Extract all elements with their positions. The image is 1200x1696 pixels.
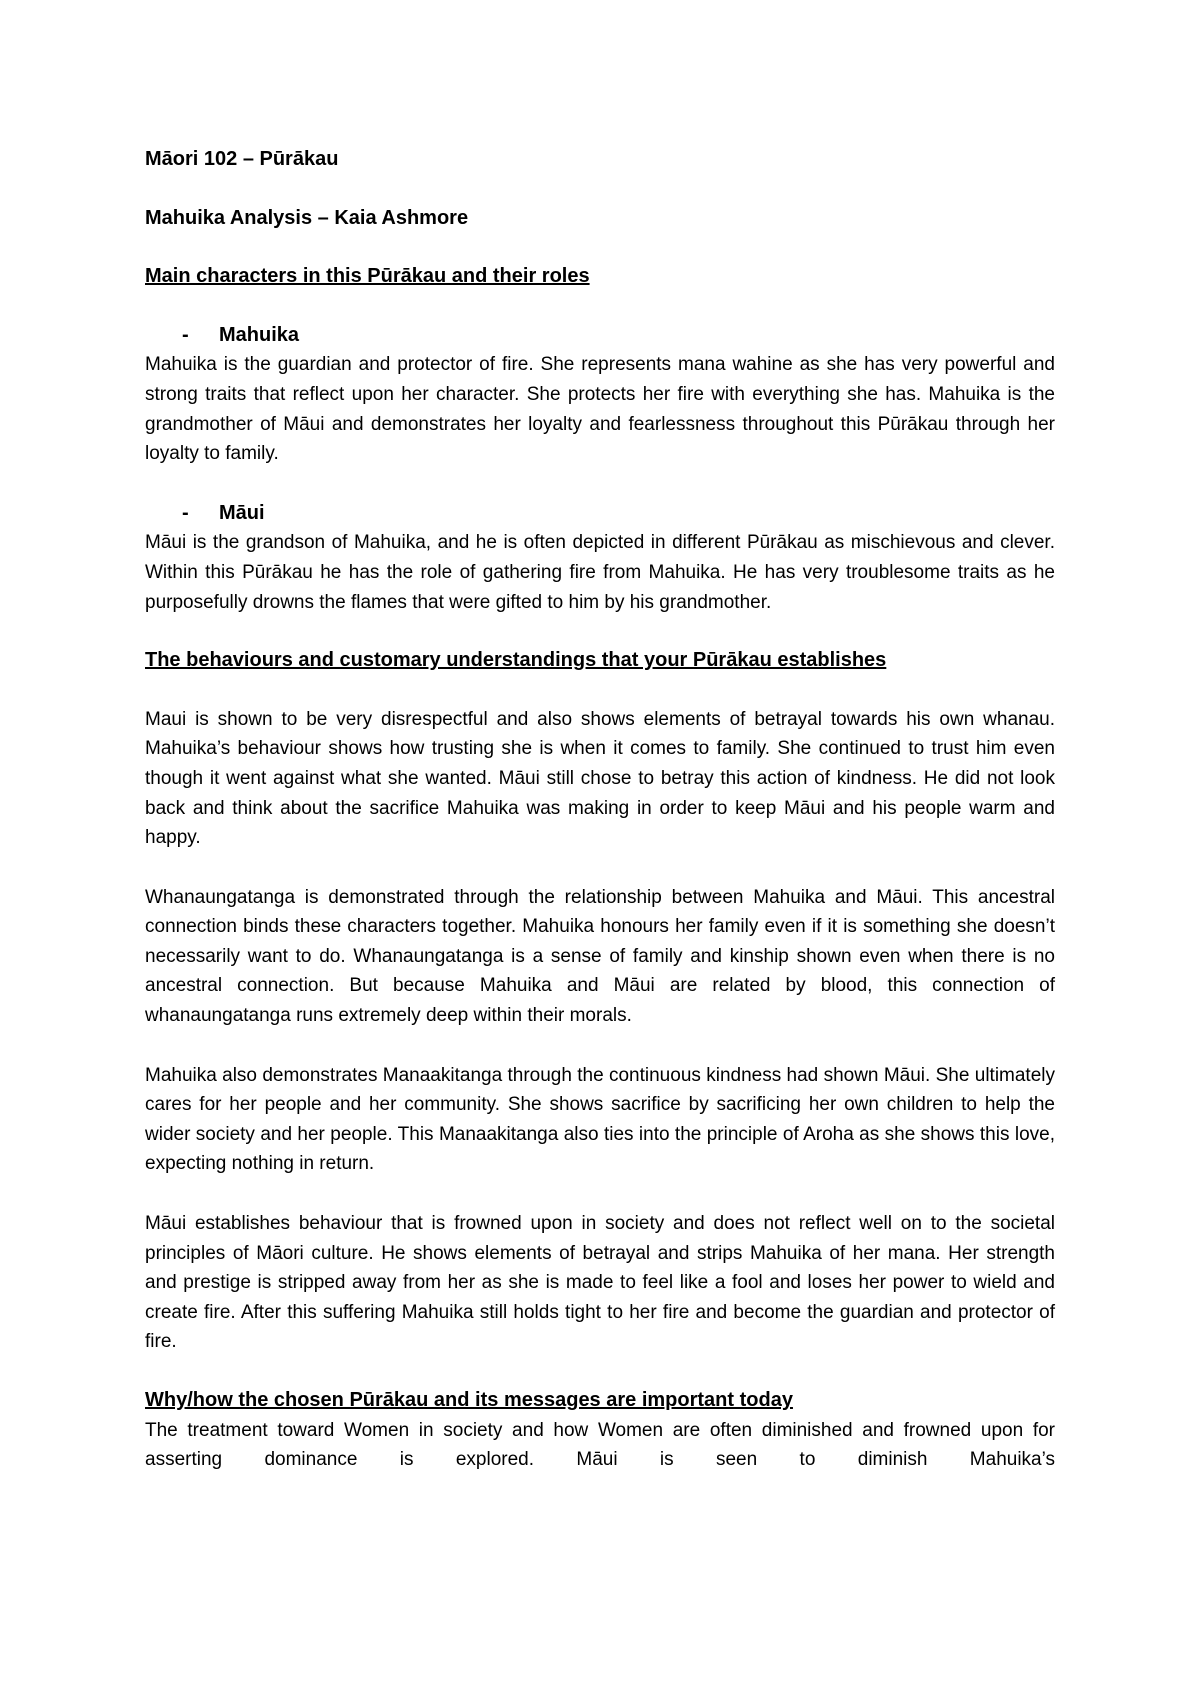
character-name: Māui (219, 501, 265, 524)
paragraph-behaviour-4: Māui establishes behaviour that is frowned upon in society and does not reflect well on to the societal principles of Māori culture. He shows elements of betrayal and strips Mahuika of her mana. Her strength and prestige is stripped away from her as she is made to feel like a fool and loses her power to wield and create fire. After this suffering Mahuika still holds tight to her fire and become the guardian and protector of fire. (145, 1213, 1055, 1353)
spacer (145, 853, 1055, 883)
spacer (145, 175, 1055, 204)
spacer (145, 469, 1055, 499)
paragraph-behaviour-3: Mahuika also demonstrates Manaakitanga through the continuous kindness had shown Māui. She ultimately cares for her people and her community. She shows sacrifice by sacrificing her own children to help the wider society and her people. This Manaakitanga also ties into the principle of Aroha as she shows this love, expecting nothing in return. (145, 1064, 1055, 1175)
analysis-title: Mahuika Analysis – Kaia Ashmore (145, 206, 469, 229)
spacer (145, 1179, 1055, 1209)
spacer (145, 292, 1055, 321)
section-heading-main-characters: Main characters in this Pūrākau and their roles (145, 265, 590, 288)
paragraph-behaviour-2: Whanaungatanga is demonstrated through the relationship between Mahuika and Māui. This ancestral connection binds these characters together. Mahuika honours her family even if it is something she doesn’t necessarily want to do. Whanaungatanga is a sense of family and kinship shown even when there is no ancestral connection. But because Mahuika and Māui are related by blood, this connection of whanaungatanga runs extremely deep within their morals. (145, 886, 1055, 1027)
list-bullet: - (182, 501, 189, 524)
character-description-mahuika: Mahuika is the guardian and protector of fire. She represents mana wahine as she has very powerful and strong traits that reflect upon her character. She protects her fire with everything she has. Mahuika is the grandmother of Māui and demonstrates her loyalty and fearlessness throughout this Pūrākau through her loyalty to family. (145, 354, 1055, 465)
character-heading-mahuika (145, 321, 1055, 351)
spacer (145, 1031, 1055, 1061)
paragraph-importance: The treatment toward Women in society and how Women are often diminished and frowned upon for asserting dominance is explored. Māui is seen to diminish Mahuika’s (145, 1419, 1055, 1471)
character-heading-maui (145, 499, 1055, 529)
section-heading-behaviours: The behaviours and customary understandings that your Pūrākau establishes (145, 649, 887, 672)
document-body (145, 145, 1055, 1475)
paragraph-behaviour-1: Maui is shown to be very disrespectful and also shows elements of betrayal towards his own whanau. Mahuika’s behaviour shows how trusting she is when it comes to family. She continued to trust him even though it went against what she wanted. Māui still chose to betray this action of kindness. He did not look back and think about the sacrifice Mahuika was making in order to keep Māui and his people warm and happy. (145, 708, 1055, 849)
character-description-maui: Māui is the grandson of Mahuika, and he is often depicted in different Pūrākau as mischievous and clever. Within this Pūrākau he has the role of gathering fire from Mahuika. He has very troublesome traits as he purposefully drowns the flames that were gifted to him by his grandmother. (145, 532, 1055, 613)
spacer (145, 617, 1055, 646)
list-bullet: - (182, 323, 189, 346)
spacer (145, 1357, 1055, 1386)
course-title: Māori 102 – Pūrākau (145, 148, 339, 170)
spacer (145, 676, 1055, 705)
section-heading-importance: Why/how the chosen Pūrākau and its messages are important today (145, 1389, 793, 1411)
character-name: Mahuika (219, 323, 300, 346)
spacer (145, 233, 1055, 262)
